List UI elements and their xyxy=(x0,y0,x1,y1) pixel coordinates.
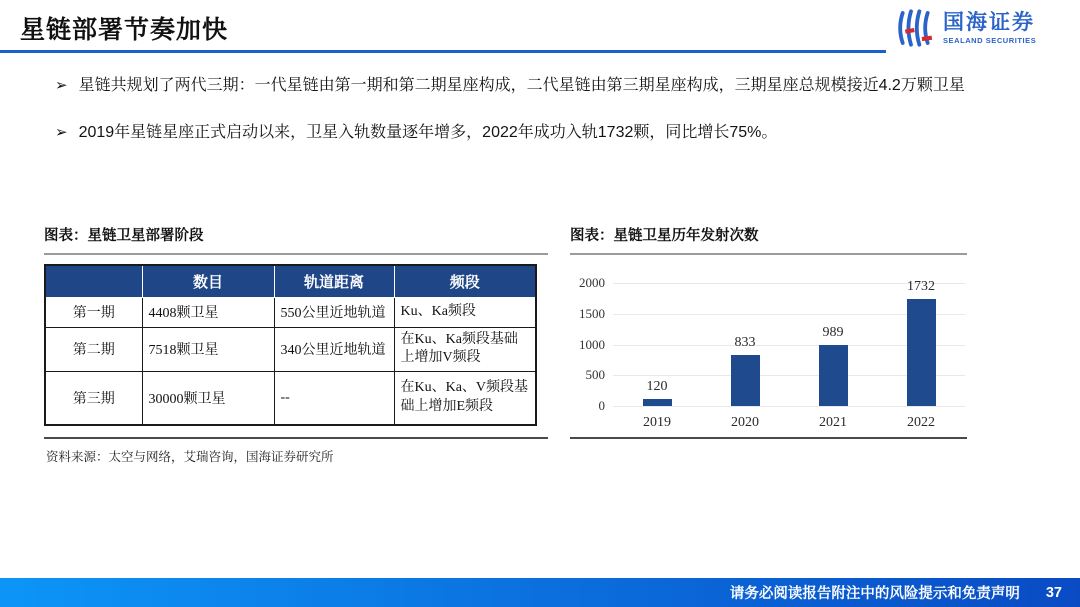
table-header-orbit: 轨道距离 xyxy=(274,265,394,297)
table-title-rule xyxy=(44,253,548,255)
cell-count-3: 30000颗卫星 xyxy=(142,372,274,425)
bar-chart-plot xyxy=(579,275,965,430)
table-row xyxy=(45,327,536,372)
cell-orbit-2: 340公里近地轨道 xyxy=(274,327,394,372)
brand-text xyxy=(943,12,1036,45)
y-tick-label: 1000 xyxy=(579,336,605,352)
source-note: 资料来源：太空与网络，艾瑞咨询，国海证券研究所 xyxy=(46,450,334,464)
bar-value-label: 120 xyxy=(646,378,668,394)
y-tick-label: 1500 xyxy=(579,305,605,321)
bullet-item-2 xyxy=(55,121,1017,144)
left-panel-bottom-rule xyxy=(44,437,548,439)
bar-value-label: 833 xyxy=(734,334,756,350)
chart-title-rule xyxy=(570,253,967,255)
table-header-band: 频段 xyxy=(394,265,536,297)
gridline xyxy=(613,406,965,407)
header-divider xyxy=(0,50,886,53)
footer-disclaimer-bar xyxy=(0,578,1080,607)
footer-disclaimer-text: 请务必阅读报告附注中的风险提示和免责声明 xyxy=(729,586,1020,602)
bar xyxy=(819,345,848,406)
bullet-arrow-icon: ➢ xyxy=(55,124,68,141)
bullet-arrow-icon: ➢ xyxy=(55,77,68,94)
bar xyxy=(643,399,672,406)
bar-value-label: 989 xyxy=(822,325,844,341)
x-tick-label: 2020 xyxy=(731,415,759,430)
x-tick-label: 2022 xyxy=(907,415,935,430)
right-panel-bottom-rule xyxy=(570,437,967,439)
brand-name-en: SEALAND SECURITIES xyxy=(943,35,1037,45)
bullet-list xyxy=(55,74,1017,168)
page-title: 星链部署节奏加快 xyxy=(20,16,229,44)
x-tick-label: 2021 xyxy=(819,415,847,430)
y-tick-label: 500 xyxy=(585,367,605,383)
bar xyxy=(731,355,760,406)
bullet-item-1 xyxy=(55,74,1017,97)
table-header-row xyxy=(45,265,536,297)
y-tick-label: 0 xyxy=(598,398,605,413)
cell-orbit-1: 550公里近地轨道 xyxy=(274,297,394,327)
bar xyxy=(907,299,936,406)
cell-phase-2: 第二期 xyxy=(45,327,142,372)
chart-figure-title: 图表：星链卫星历年发射次数 xyxy=(570,228,759,244)
brand-name-cn: 国海证券 xyxy=(943,10,1035,34)
bullet-text-2: 2019年星链星座正式启动以来，卫星入轨数量逐年增多，2022年成功入轨1732颗，同比增长75%。 xyxy=(78,124,778,141)
bullet-text-1: 星链共规划了两代三期：一代星链由第一期和第二期星座构成，二代星链由第三期星座构成，三期星座总规模接近4.2万颗卫星 xyxy=(78,77,965,94)
cell-orbit-3: -- xyxy=(274,372,394,425)
sealand-logo-icon xyxy=(896,8,936,48)
cell-phase-3: 第三期 xyxy=(45,372,142,425)
cell-count-2: 7518颗卫星 xyxy=(142,327,274,372)
table-header-count: 数目 xyxy=(142,265,274,297)
y-tick-label: 2000 xyxy=(579,275,605,290)
cell-phase-1: 第一期 xyxy=(45,297,142,327)
cell-band-3: 在Ku、Ka、V频段基础上增加E频段 xyxy=(394,372,536,425)
bar-value-label: 1732 xyxy=(907,279,935,295)
x-tick-label: 2019 xyxy=(643,415,671,430)
cell-band-2: 在Ku、Ka频段基础上增加V频段 xyxy=(394,327,536,372)
table-header-phase xyxy=(45,265,142,297)
table-row xyxy=(45,297,536,327)
cell-band-1: Ku、Ka频段 xyxy=(394,297,536,327)
brand-logo xyxy=(896,8,1036,48)
page-number: 37 xyxy=(1045,584,1062,601)
launch-chart-panel xyxy=(570,224,967,430)
deployment-table xyxy=(44,264,537,426)
cell-count-1: 4408颗卫星 xyxy=(142,297,274,327)
deployment-table-panel xyxy=(44,224,548,464)
table-figure-title: 图表：星链卫星部署阶段 xyxy=(44,228,204,244)
table-row xyxy=(45,372,536,425)
